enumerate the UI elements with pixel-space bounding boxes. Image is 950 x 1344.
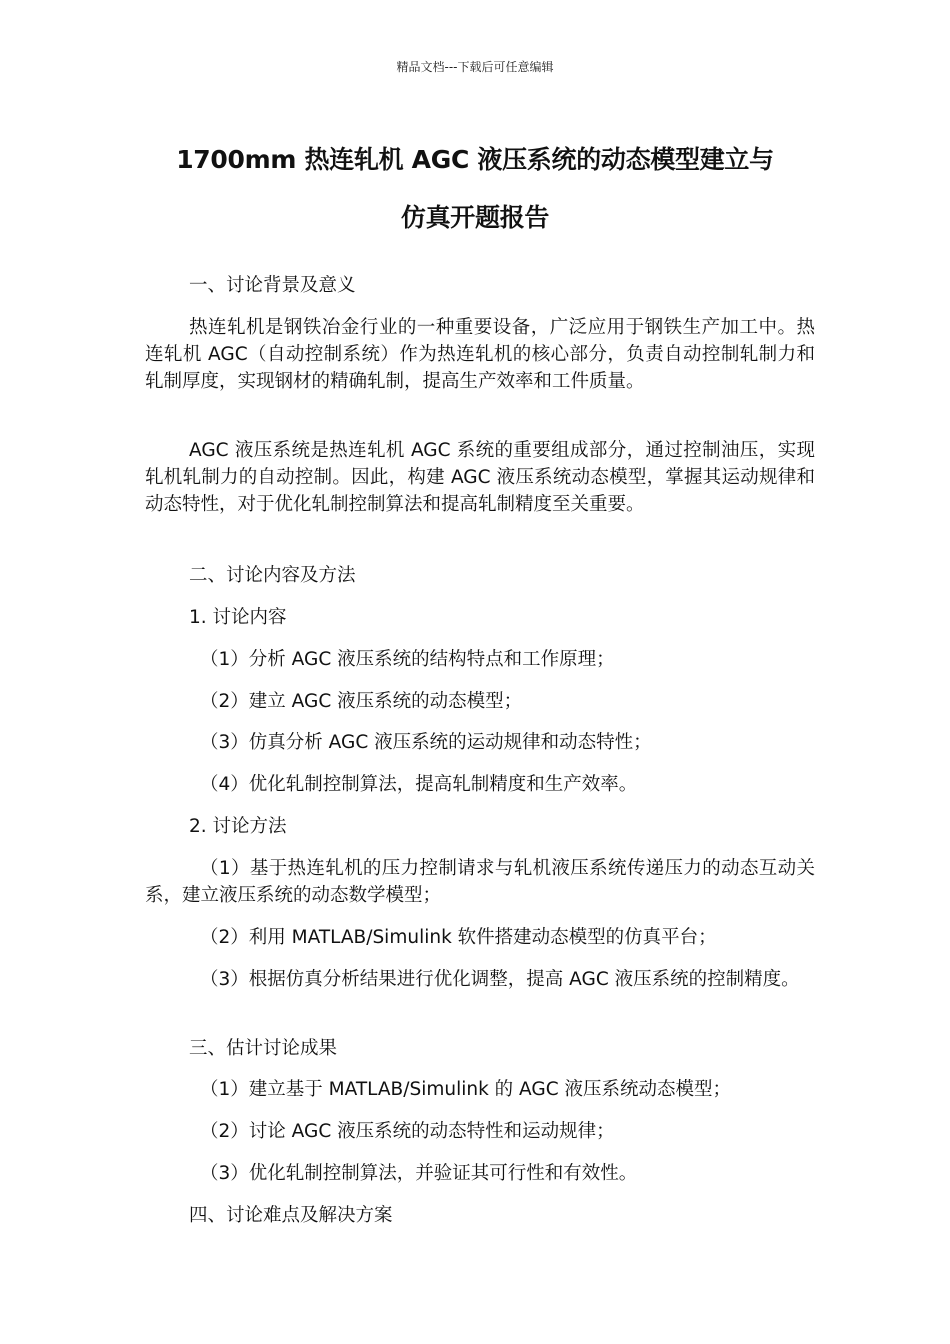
section-2-heading: 二、讨论内容及方法 [189,565,356,586]
result-item-3: （3）优化轧制控制算法，并验证其可行性和有效性。 [200,1163,638,1184]
document-title-line-1: 1700mm 热连轧机 AGC 液压系统的动态模型建立与 [176,145,774,174]
content-item-1: （1）分析 AGC 液压系统的结构特点和工作原理； [200,649,615,670]
content-item-3: （3）仿真分析 AGC 液压系统的运动规律和动态特性； [200,732,652,753]
section-4-heading: 四、讨论难点及解决方案 [189,1205,393,1226]
section-1-paragraph-1: 热连轧机是钢铁冶金行业的一种重要设备，广泛应用于钢铁生产加工中。热连轧机 AGC（自动控制系统）作为热连轧机的核心部分，负责自动控制轧制力和轧制厚度，实现钢材的精确轧制，提高生产效率和工件质量。 [145,317,815,392]
section-2-subheading-content: 1. 讨论内容 [189,607,287,628]
section-1-heading: 一、讨论背景及意义 [189,275,356,296]
content-item-2: （2）建立 AGC 液压系统的动态模型； [200,691,523,712]
content-item-4: （4）优化轧制控制算法，提高轧制精度和生产效率。 [200,774,638,795]
method-item-1: （1）基于热连轧机的压力控制请求与轧机液压系统传递压力的动态互动关系，建立液压系统的动态数学模型； [145,858,815,906]
section-3-heading: 三、估计讨论成果 [189,1038,338,1059]
document-title-line-2: 仿真开题报告 [400,203,550,232]
result-item-2: （2）讨论 AGC 液压系统的动态特性和运动规律； [200,1121,615,1142]
result-item-1: （1）建立基于 MATLAB/Simulink 的 AGC 液压系统动态模型； [200,1079,732,1100]
method-item-2: （2）利用 MATLAB/Simulink 软件搭建动态模型的仿真平台； [200,927,717,948]
section-2-subheading-method: 2. 讨论方法 [189,816,287,837]
section-1-paragraph-2: AGC 液压系统是热连轧机 AGC 系统的重要组成部分，通过控制油压，实现轧机轧制力的自动控制。因此，构建 AGC 液压系统动态模型，掌握其运动规律和动态特性，对于优化轧制控制算法和提高轧制精度至关重要。 [145,440,815,515]
method-item-3: （3）根据仿真分析结果进行优化调整，提高 AGC 液压系统的控制精度。 [200,969,800,990]
header-note: 精品文档---下载后可任意编辑 [396,60,554,74]
